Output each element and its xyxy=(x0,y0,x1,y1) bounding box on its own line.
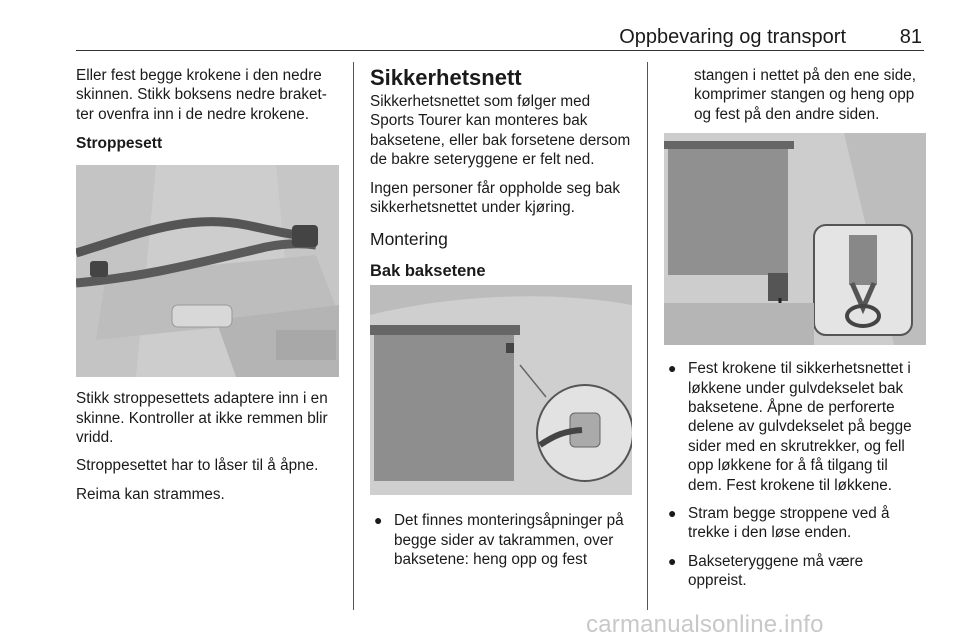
list-item: ● Bakseteryggene må være oppreist. xyxy=(668,552,864,590)
column-divider-right xyxy=(647,62,648,610)
page-header xyxy=(76,26,924,52)
list-item: ● Stram begge stroppene ved å trekke i den løse enden. xyxy=(668,505,890,542)
bullet-icon: ● xyxy=(668,360,677,377)
strap-kit-para-3: Reima kan strammes. xyxy=(76,485,225,503)
bullet-icon: ● xyxy=(374,512,383,529)
middle-column xyxy=(370,66,636,579)
behind-rear-seats-heading: Bak baksetene xyxy=(370,262,486,281)
column-divider-left xyxy=(353,62,354,610)
watermark: carmanualsonline.info xyxy=(586,611,824,638)
strap-kit-heading: Stroppesett xyxy=(76,135,163,153)
bullet-icon: ● xyxy=(668,552,677,569)
list-item: ● Fest krokene til sikkerhetsnettet i løkkene under gulvdekselet bak baksetene. Åpne de perforerte delene av gulvdekselet på begge sider med en skrutrekker, og fell opp løkkene for å få tilgang til dem. Fest krokene til løkkene. xyxy=(668,360,912,494)
rear-seats-net-illustration xyxy=(370,285,632,495)
strap-kit-para-1: Stikk stroppesettets adaptere inn i en skinne. Kontroller at ikke remmen blir vridd. xyxy=(76,390,328,447)
strap-kit-illustration xyxy=(76,165,339,377)
list-item: ● Det finnes monteringsåpninger på begge sider av takrammen, over baksetene: heng opp og fest xyxy=(374,512,624,569)
mounting-bullets xyxy=(370,511,636,569)
safety-net-para-1: Sikkerhetsnettet som følger med Sports Tourer kan monteres bak baksetene, eller bak forsetene dersom de bakre seteryggene er felt ned. xyxy=(370,93,631,169)
left-column xyxy=(76,66,342,513)
safety-net-para-2: Ingen personer får oppholde seg bak sikkerhetsnettet under kjøring. xyxy=(370,179,621,217)
page-number: 81 xyxy=(899,26,922,48)
header-rule xyxy=(76,50,924,51)
bullet-icon: ● xyxy=(668,505,677,522)
section-title: Oppbevaring og transport xyxy=(619,26,846,48)
continuation-text: stangen i nettet på den ene side, komprimer stangen og heng opp og fest på den andre siden. xyxy=(694,67,916,123)
attachment-bullets xyxy=(664,359,926,590)
net-attachment-illustration xyxy=(664,133,926,345)
mounting-heading: Montering xyxy=(370,229,448,250)
strap-kit-para-2: Stroppesettet har to låser til å åpne. xyxy=(76,457,319,475)
right-column xyxy=(664,66,926,600)
intro-paragraph: Eller fest begge krokene i den nedre skinnen. Stikk boksens nedre braket-ter ovenfra inn i de nedre krokene. xyxy=(76,67,327,123)
safety-net-heading: Sikkerhetsnett xyxy=(370,65,522,90)
